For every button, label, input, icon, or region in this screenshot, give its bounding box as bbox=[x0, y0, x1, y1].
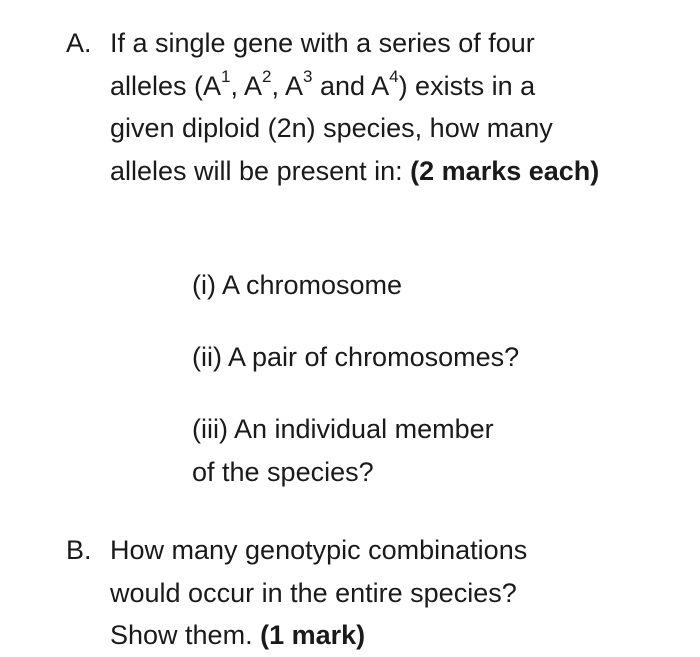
sub-item-iii-line-2: of the species? bbox=[192, 457, 374, 487]
question-b-line-2: would occur in the entire species? bbox=[110, 577, 517, 608]
superscript-3: 3 bbox=[303, 66, 313, 86]
question-b-marks: (1 mark) bbox=[260, 620, 366, 650]
question-a-line-3: given diploid (2n) species, how many bbox=[110, 113, 553, 143]
question-b-letter: B. bbox=[66, 535, 92, 565]
superscript-4: 4 bbox=[389, 66, 399, 86]
allele-separator: and A bbox=[312, 70, 390, 101]
superscript-2: 2 bbox=[262, 66, 272, 86]
question-a-line-2 bbox=[110, 66, 536, 101]
question-a-marks: (2 marks each) bbox=[410, 155, 600, 186]
sub-item-ii: (ii) A pair of chromosomes? bbox=[192, 342, 520, 372]
question-a-line-1: If a single gene with a series of four bbox=[110, 28, 535, 58]
alleles-text-end: ) exists in a bbox=[398, 70, 536, 101]
superscript-1: 1 bbox=[221, 66, 231, 86]
sub-item-iii-line-1: (iii) An individual member bbox=[192, 414, 494, 444]
question-a-text bbox=[110, 22, 610, 192]
allele-separator: , A bbox=[230, 70, 263, 101]
question-b-line-3: Show them. bbox=[110, 620, 261, 650]
alleles-text: alleles (A bbox=[110, 70, 222, 101]
sub-item-iii bbox=[192, 408, 592, 494]
sub-item-i: (i) A chromosome bbox=[192, 270, 403, 300]
question-b-line-1: How many genotypic combinations bbox=[110, 535, 528, 565]
question-a-line-4: alleles will be present in: bbox=[110, 155, 411, 186]
allele-separator: , A bbox=[271, 70, 304, 101]
question-a-letter: A. bbox=[66, 28, 92, 58]
question-b-text bbox=[110, 529, 610, 657]
